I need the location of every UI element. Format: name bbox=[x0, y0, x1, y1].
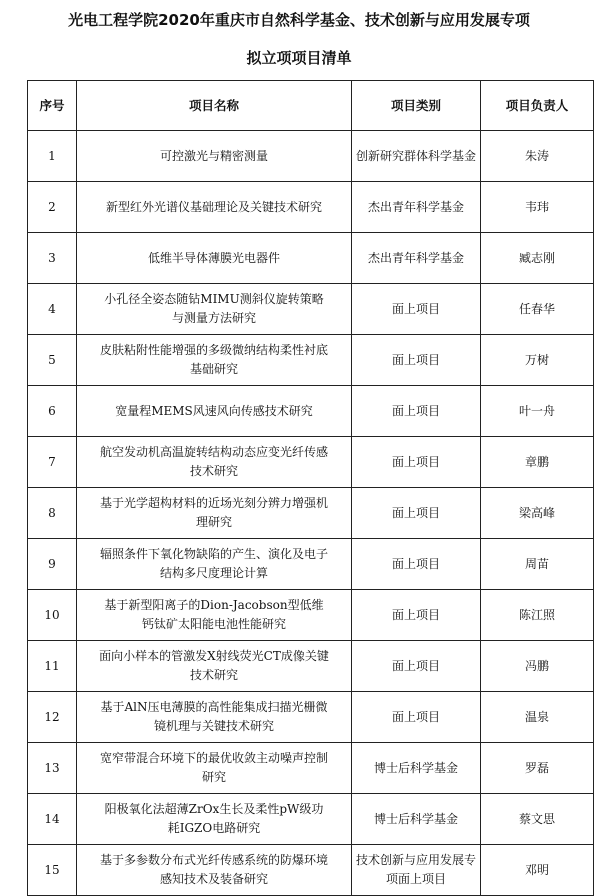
cell-number: 12 bbox=[28, 692, 77, 743]
cell-project-name: 面向小样本的管激发X射线荧光CT成像关键技术研究 bbox=[77, 641, 352, 692]
table-row bbox=[28, 284, 594, 335]
cell-project-leader: 梁高峰 bbox=[481, 488, 594, 539]
cell-project-category: 杰出青年科学基金 bbox=[352, 182, 481, 233]
header-number: 序号 bbox=[28, 81, 77, 131]
table-row bbox=[28, 539, 594, 590]
cell-project-name: 宽窄带混合环境下的最优收敛主动噪声控制研究 bbox=[77, 743, 352, 794]
header-project-category: 项目类别 bbox=[352, 81, 481, 131]
cell-project-category: 面上项目 bbox=[352, 335, 481, 386]
cell-project-category: 技术创新与应用发展专项面上项目 bbox=[352, 845, 481, 896]
table-row bbox=[28, 641, 594, 692]
table-row bbox=[28, 794, 594, 845]
cell-number: 7 bbox=[28, 437, 77, 488]
table-row bbox=[28, 743, 594, 794]
header-project-name: 项目名称 bbox=[77, 81, 352, 131]
cell-number: 14 bbox=[28, 794, 77, 845]
cell-number: 2 bbox=[28, 182, 77, 233]
cell-project-name: 小孔径全姿态随钻MIMU测斜仪旋转策略与测量方法研究 bbox=[77, 284, 352, 335]
cell-project-leader: 冯鹏 bbox=[481, 641, 594, 692]
cell-project-name: 新型红外光谱仪基础理论及关键技术研究 bbox=[77, 182, 352, 233]
table-row bbox=[28, 692, 594, 743]
cell-project-leader: 邓明 bbox=[481, 845, 594, 896]
cell-project-leader: 万树 bbox=[481, 335, 594, 386]
table-row bbox=[28, 437, 594, 488]
cell-project-name: 阳极氧化法超薄ZrOx生长及柔性pW级功耗IGZO电路研究 bbox=[77, 794, 352, 845]
cell-project-name: 辐照条件下氧化物缺陷的产生、演化及电子结构多尺度理论计算 bbox=[77, 539, 352, 590]
cell-project-category: 面上项目 bbox=[352, 590, 481, 641]
cell-project-category: 博士后科学基金 bbox=[352, 794, 481, 845]
cell-number: 1 bbox=[28, 131, 77, 182]
table-row bbox=[28, 488, 594, 539]
cell-number: 10 bbox=[28, 590, 77, 641]
cell-project-leader: 臧志刚 bbox=[481, 233, 594, 284]
document-title: 光电工程学院2020年重庆市自然科学基金、技术创新与应用发展专项 bbox=[68, 11, 530, 29]
project-table-container bbox=[27, 80, 593, 896]
cell-project-leader: 章鹏 bbox=[481, 437, 594, 488]
cell-number: 11 bbox=[28, 641, 77, 692]
table-row bbox=[28, 182, 594, 233]
cell-project-category: 面上项目 bbox=[352, 692, 481, 743]
cell-project-name: 宽量程MEMS风速风向传感技术研究 bbox=[77, 386, 352, 437]
cell-project-leader: 任春华 bbox=[481, 284, 594, 335]
cell-project-name: 基于多参数分布式光纤传感系统的防爆环境感知技术及装备研究 bbox=[77, 845, 352, 896]
cell-project-category: 面上项目 bbox=[352, 437, 481, 488]
cell-project-leader: 朱涛 bbox=[481, 131, 594, 182]
cell-project-name: 可控激光与精密测量 bbox=[77, 131, 352, 182]
cell-number: 8 bbox=[28, 488, 77, 539]
cell-project-name: 基于AlN压电薄膜的高性能集成扫描光栅微镜机理与关键技术研究 bbox=[77, 692, 352, 743]
table-header-row bbox=[28, 81, 594, 131]
cell-number: 3 bbox=[28, 233, 77, 284]
table-row bbox=[28, 233, 594, 284]
cell-project-category: 创新研究群体科学基金 bbox=[352, 131, 481, 182]
document-subtitle: 拟立项项目清单 bbox=[246, 49, 352, 67]
cell-project-leader: 叶一舟 bbox=[481, 386, 594, 437]
cell-number: 9 bbox=[28, 539, 77, 590]
cell-project-name: 基于新型阳离子的Dion-Jacobson型低维钙钛矿太阳能电池性能研究 bbox=[77, 590, 352, 641]
cell-project-leader: 温泉 bbox=[481, 692, 594, 743]
cell-project-leader: 蔡文思 bbox=[481, 794, 594, 845]
cell-number: 5 bbox=[28, 335, 77, 386]
cell-project-leader: 罗磊 bbox=[481, 743, 594, 794]
cell-number: 4 bbox=[28, 284, 77, 335]
cell-project-category: 面上项目 bbox=[352, 641, 481, 692]
table-row bbox=[28, 131, 594, 182]
table-row bbox=[28, 845, 594, 896]
cell-project-leader: 韦玮 bbox=[481, 182, 594, 233]
cell-project-category: 杰出青年科学基金 bbox=[352, 233, 481, 284]
project-table bbox=[27, 80, 594, 896]
cell-project-name: 航空发动机高温旋转结构动态应变光纤传感技术研究 bbox=[77, 437, 352, 488]
cell-project-name: 低维半导体薄膜光电器件 bbox=[77, 233, 352, 284]
cell-project-category: 面上项目 bbox=[352, 488, 481, 539]
cell-project-category: 博士后科学基金 bbox=[352, 743, 481, 794]
cell-project-category: 面上项目 bbox=[352, 539, 481, 590]
cell-project-category: 面上项目 bbox=[352, 386, 481, 437]
cell-number: 6 bbox=[28, 386, 77, 437]
table-row bbox=[28, 335, 594, 386]
cell-project-name: 基于光学超构材料的近场光刻分辨力增强机理研究 bbox=[77, 488, 352, 539]
cell-number: 15 bbox=[28, 845, 77, 896]
cell-project-leader: 周苗 bbox=[481, 539, 594, 590]
table-row bbox=[28, 590, 594, 641]
cell-number: 13 bbox=[28, 743, 77, 794]
cell-project-leader: 陈江照 bbox=[481, 590, 594, 641]
header-project-leader: 项目负责人 bbox=[481, 81, 594, 131]
cell-project-category: 面上项目 bbox=[352, 284, 481, 335]
cell-project-name: 皮肤粘附性能增强的多级微纳结构柔性衬底基础研究 bbox=[77, 335, 352, 386]
table-row bbox=[28, 386, 594, 437]
